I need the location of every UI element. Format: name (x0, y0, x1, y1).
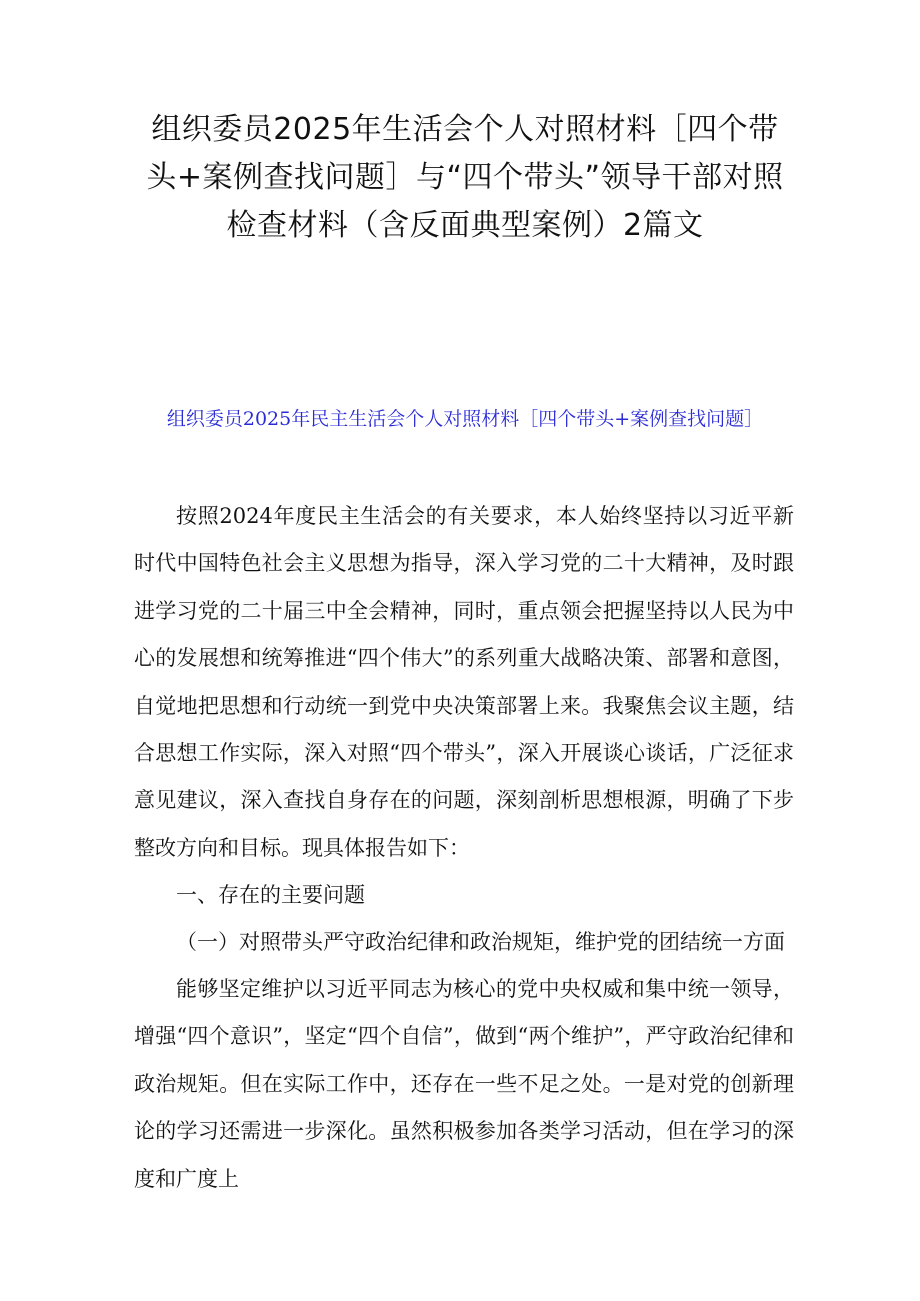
subsection-heading: （一）对照带头严守政治纪律和政治规矩，维护党的团结统一方面 (176, 930, 785, 954)
section-heading: 一、存在的主要问题 (176, 883, 365, 907)
body-paragraph: 能够坚定维护以习近平同志为核心的党中央权威和集中统一领导，增强“四个意识”，坚定“四个自信”，做到“两个维护”，严守政治纪律和政治规矩。但在实际工作中，还存在一些不足之处。一是对党的创新理论的学习还需进一步深化。虽然积极参加各类学习活动，但在学习的深度和广度上 (134, 977, 794, 1191)
intro-paragraph: 按照2024年度民主生活会的有关要求，本人始终坚持以习近平新时代中国特色社会主义思想为指导，深入学习党的二十大精神，及时跟进学习党的二十届三中全会精神，同时，重点领会把握坚持以人民为中心的发展想和统筹推进“四个伟大”的系列重大战略决策、部署和意图，自觉地把思想和行动统一到党中央决策部署上来。我聚焦会议主题，结合思想工作实际，深入对照“四个带头”，深入开展谈心谈话，广泛征求意见建议，深入查找自身存在的问题，深刻剖析思想根源，明确了下步整改方向和目标。现具体报告如下： (134, 504, 794, 860)
document-title: 组织委员2025年生活会个人对照材料［四个带头+案例查找问题］与“四个带头”领导干部对照检查材料（含反面典型案例）2篇文 (146, 112, 784, 243)
article-heading: 组织委员2025年民主生活会个人对照材料［四个带头+案例查找问题］ (166, 408, 764, 430)
